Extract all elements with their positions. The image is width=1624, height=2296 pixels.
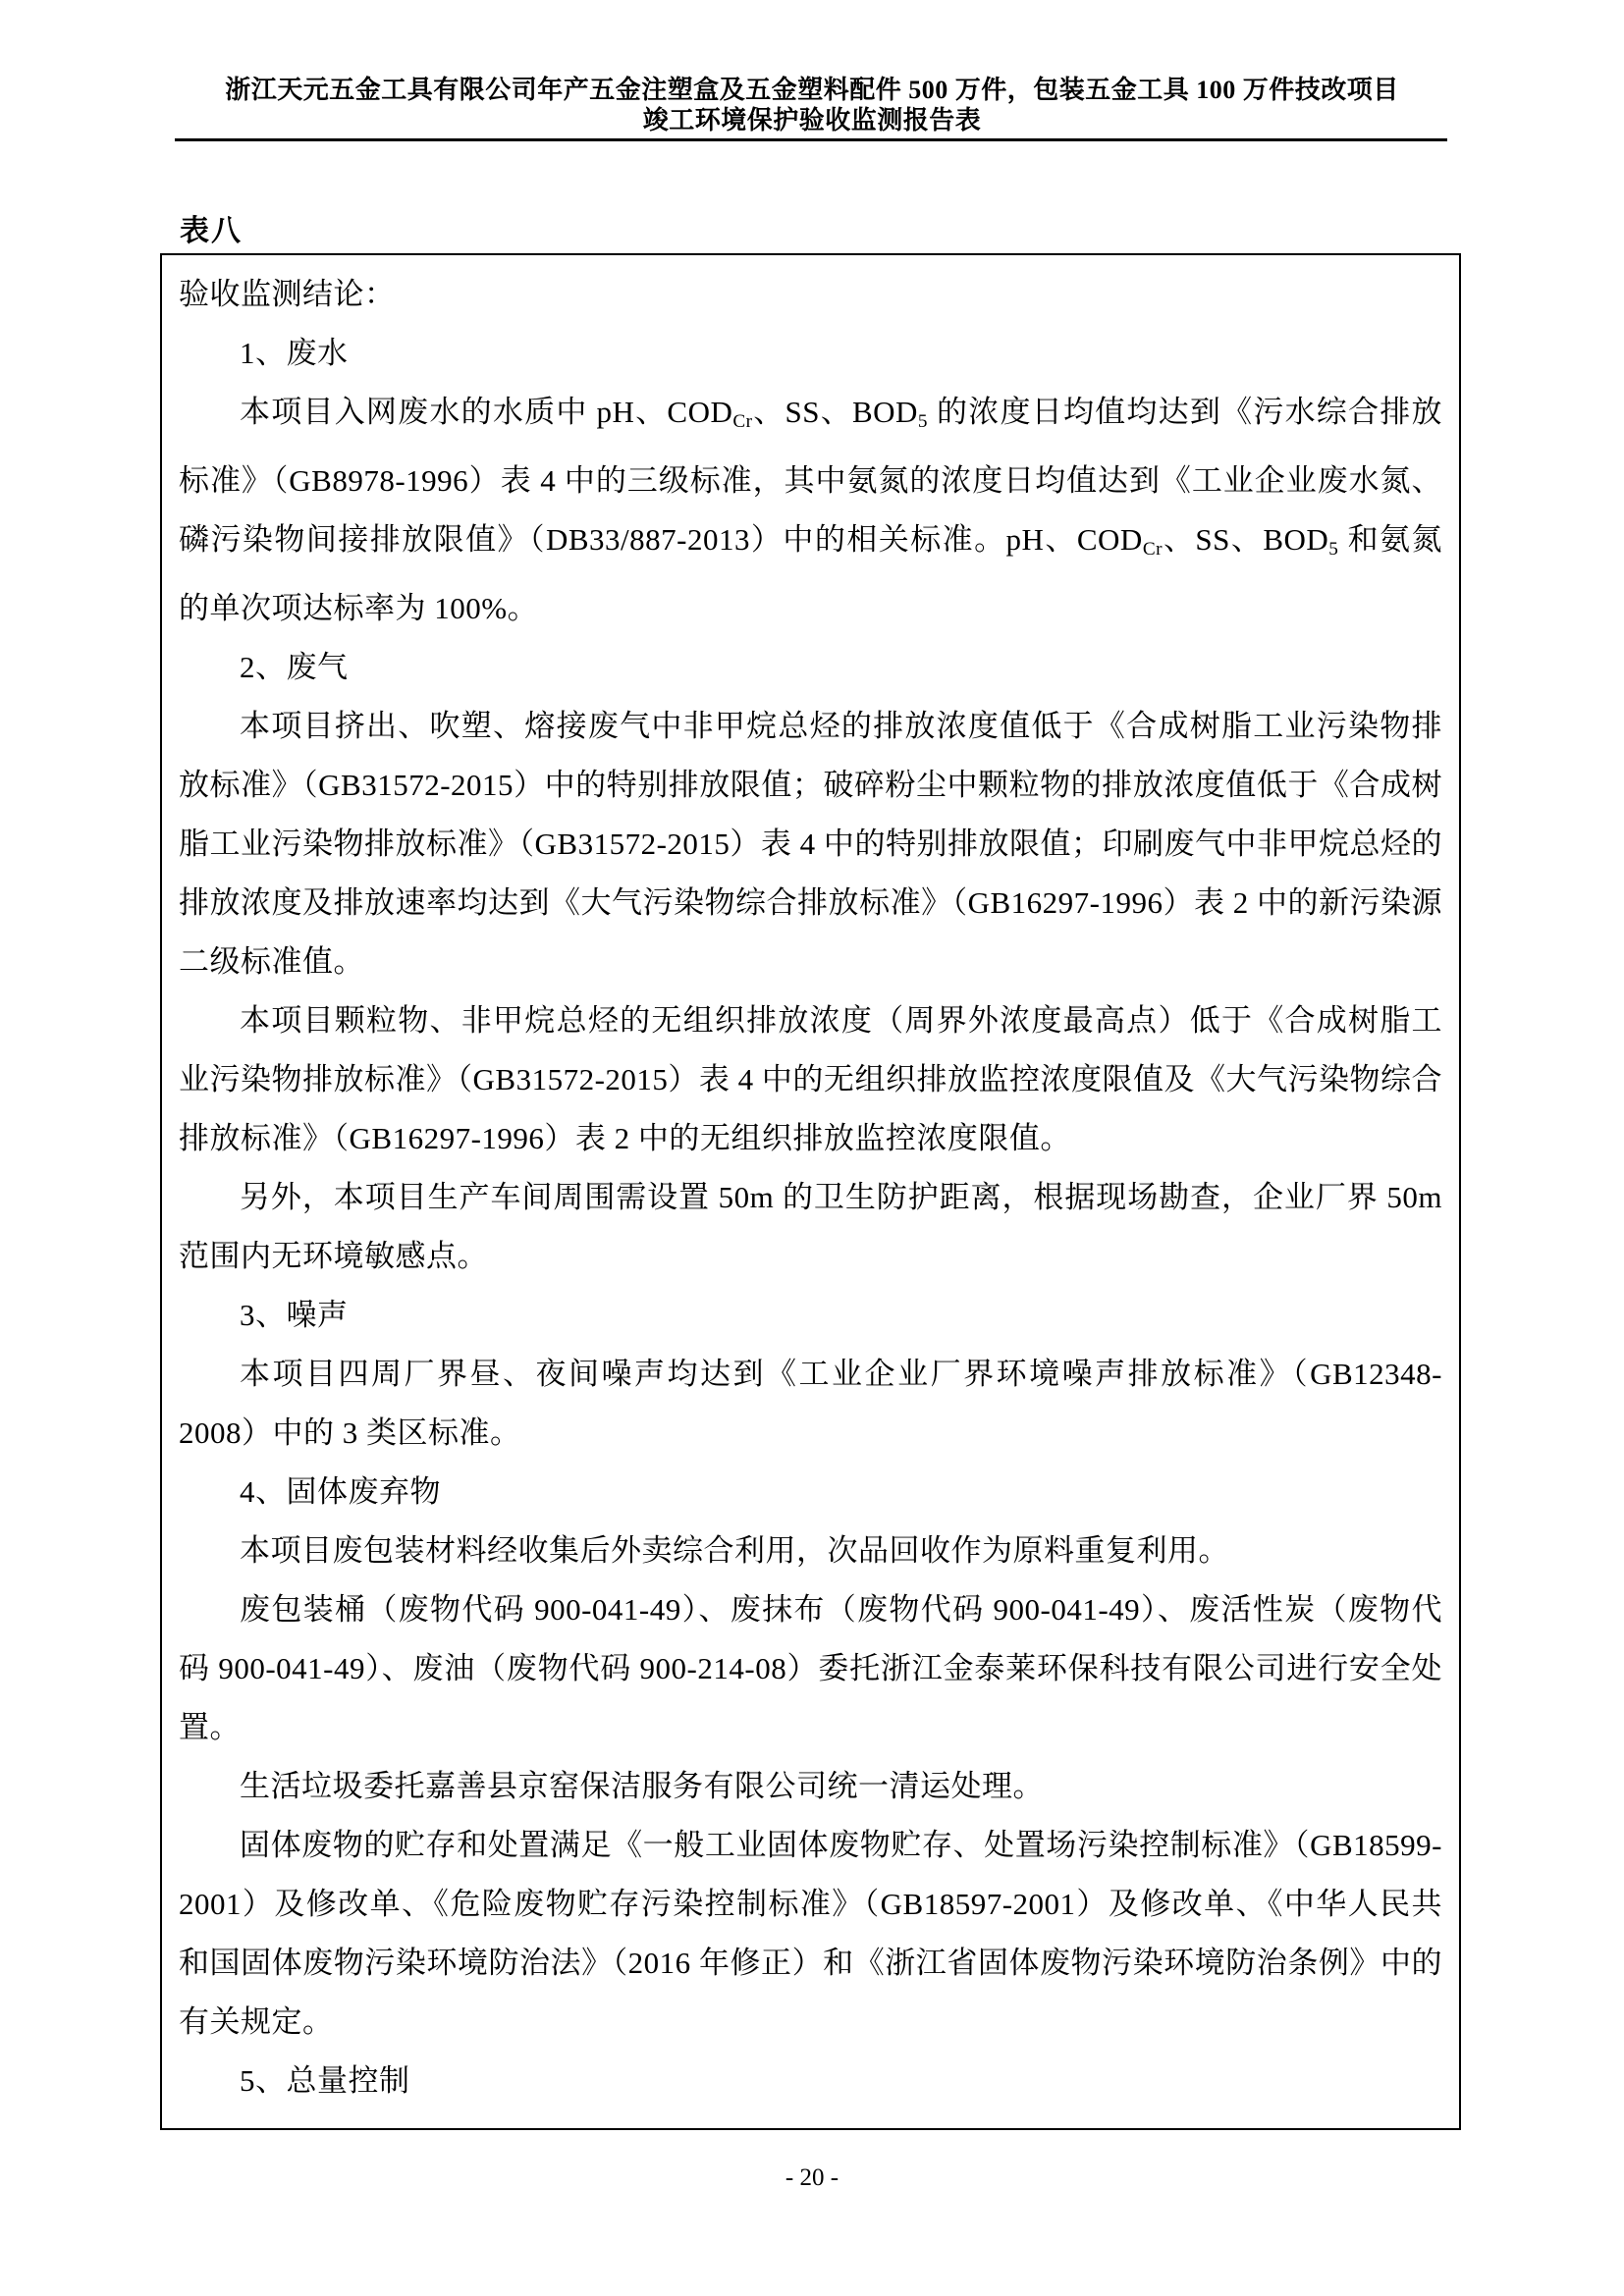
text-run: 3、噪声 bbox=[240, 1297, 349, 1332]
text-run: 生活垃圾委托嘉善县京窑保洁服务有限公司统一清运处理。 bbox=[240, 1768, 1044, 1803]
subscript-run: Cr bbox=[732, 410, 753, 432]
text-run: 另外，本项目生产车间周围需设置 50m 的卫生防护距离，根据现场勘查，企业厂界 50m 范围内无环境敏感点。 bbox=[179, 1179, 1442, 1273]
text-run: 本项目颗粒物、非甲烷总烃的无组织排放浓度（周界外浓度最高点）低于《合成树脂工业污染物排放标准》（GB31572-2015）表 4 中的无组织排放监控浓度限值及《大气污染物综合排放标准》（GB16297-1996）表 2 中的无组织排放监控浓度限值。 bbox=[179, 1002, 1442, 1155]
section-heading bbox=[179, 324, 1442, 383]
section-heading bbox=[179, 1286, 1442, 1345]
text-run: 4、固体废弃物 bbox=[240, 1473, 441, 1509]
text-run: 、SS、BOD bbox=[1163, 521, 1329, 557]
header-divider bbox=[175, 138, 1447, 141]
text-run: 本项目废包装材料经收集后外卖综合利用，次品回收作为原料重复利用。 bbox=[240, 1532, 1229, 1568]
page-number: - 20 - bbox=[785, 2164, 839, 2191]
conclusion-paragraphs bbox=[179, 324, 1442, 2110]
section-heading bbox=[179, 638, 1442, 697]
document-header bbox=[161, 75, 1463, 135]
conclusion-box bbox=[160, 253, 1461, 2130]
body-paragraph bbox=[179, 1757, 1442, 1816]
section-heading bbox=[179, 2052, 1442, 2110]
text-run: 本项目挤出、吹塑、熔接废气中非甲烷总烃的排放浓度值低于《合成树脂工业污染物排放标准》（GB31572-2015）中的特别排放限值；破碎粉尘中颗粒物的排放浓度值低于《合成树脂工业污染物排放标准》（GB31572-2015）表 4 中的特别排放限值；印刷废气中非甲烷总烃的排放浓度及排放速率均达到《大气污染物综合排放标准》（GB16297-1996）表 2 中的新污染源二级标准值。 bbox=[179, 708, 1442, 979]
header-title-line-1: 浙江天元五金工具有限公司年产五金注塑盒及五金塑料配件 500 万件，包装五金工具 100 万件技改项目 bbox=[225, 76, 1399, 104]
header-title-line-2: 竣工环境保护验收监测报告表 bbox=[642, 106, 982, 134]
text-run: 、SS、BOD bbox=[752, 395, 918, 429]
text-run: 本项目入网废水的水质中 pH、COD bbox=[240, 395, 733, 429]
body-paragraph bbox=[179, 383, 1442, 638]
text-run: 的浓度日均值均达到《污水综合排放标准》（GB8978-1996）表 4 中的三级标准，其中氨氮的浓度日均值达到《工业企业废水氮、磷污染物间接排放限值》（DB33/887-2013）中的相关标准。pH、COD bbox=[179, 395, 1443, 557]
text-run: 5、总量控制 bbox=[240, 2062, 410, 2098]
body-paragraph bbox=[179, 1522, 1442, 1580]
subscript-run: Cr bbox=[1142, 538, 1164, 560]
section-heading bbox=[179, 1463, 1442, 1522]
body-paragraph bbox=[179, 1345, 1442, 1463]
text-run: 本项目四周厂界昼、夜间噪声均达到《工业企业厂界环境噪声排放标准》（GB12348-2008）中的 3 类区标准。 bbox=[179, 1356, 1442, 1450]
body-paragraph bbox=[179, 1580, 1442, 1757]
text-run: 1、废水 bbox=[240, 336, 349, 370]
text-run: 废包装桶（废物代码 900-041-49）、废抹布（废物代码 900-041-49）、废活性炭（废物代码 900-041-49）、废油（废物代码 900-214-08）委托浙江金泰莱环保科技有限公司进行安全处置。 bbox=[179, 1591, 1442, 1744]
body-paragraph bbox=[179, 1168, 1442, 1286]
conclusion-title: 验收监测结论： bbox=[179, 277, 396, 311]
subscript-run: 5 bbox=[1328, 538, 1339, 560]
subscript-run: 5 bbox=[917, 410, 929, 432]
text-run: 2、废气 bbox=[240, 649, 349, 684]
table-label: 表八 bbox=[180, 215, 243, 247]
body-paragraph bbox=[179, 991, 1442, 1168]
page-footer bbox=[0, 2164, 1624, 2192]
body-paragraph bbox=[179, 697, 1442, 991]
body-paragraph bbox=[179, 1816, 1442, 2052]
text-run: 固体废物的贮存和处置满足《一般工业固体废物贮存、处置场污染控制标准》（GB18599-2001）及修改单、《危险废物贮存污染控制标准》（GB18597-2001）及修改单、《中华人民共和国固体废物污染环境防治法》（2016 年修正）和《浙江省固体废物污染环境防治条例》中的有关规定。 bbox=[179, 1827, 1442, 2039]
text-run: 和氨氮的单次项达标率为 100%。 bbox=[179, 521, 1443, 625]
